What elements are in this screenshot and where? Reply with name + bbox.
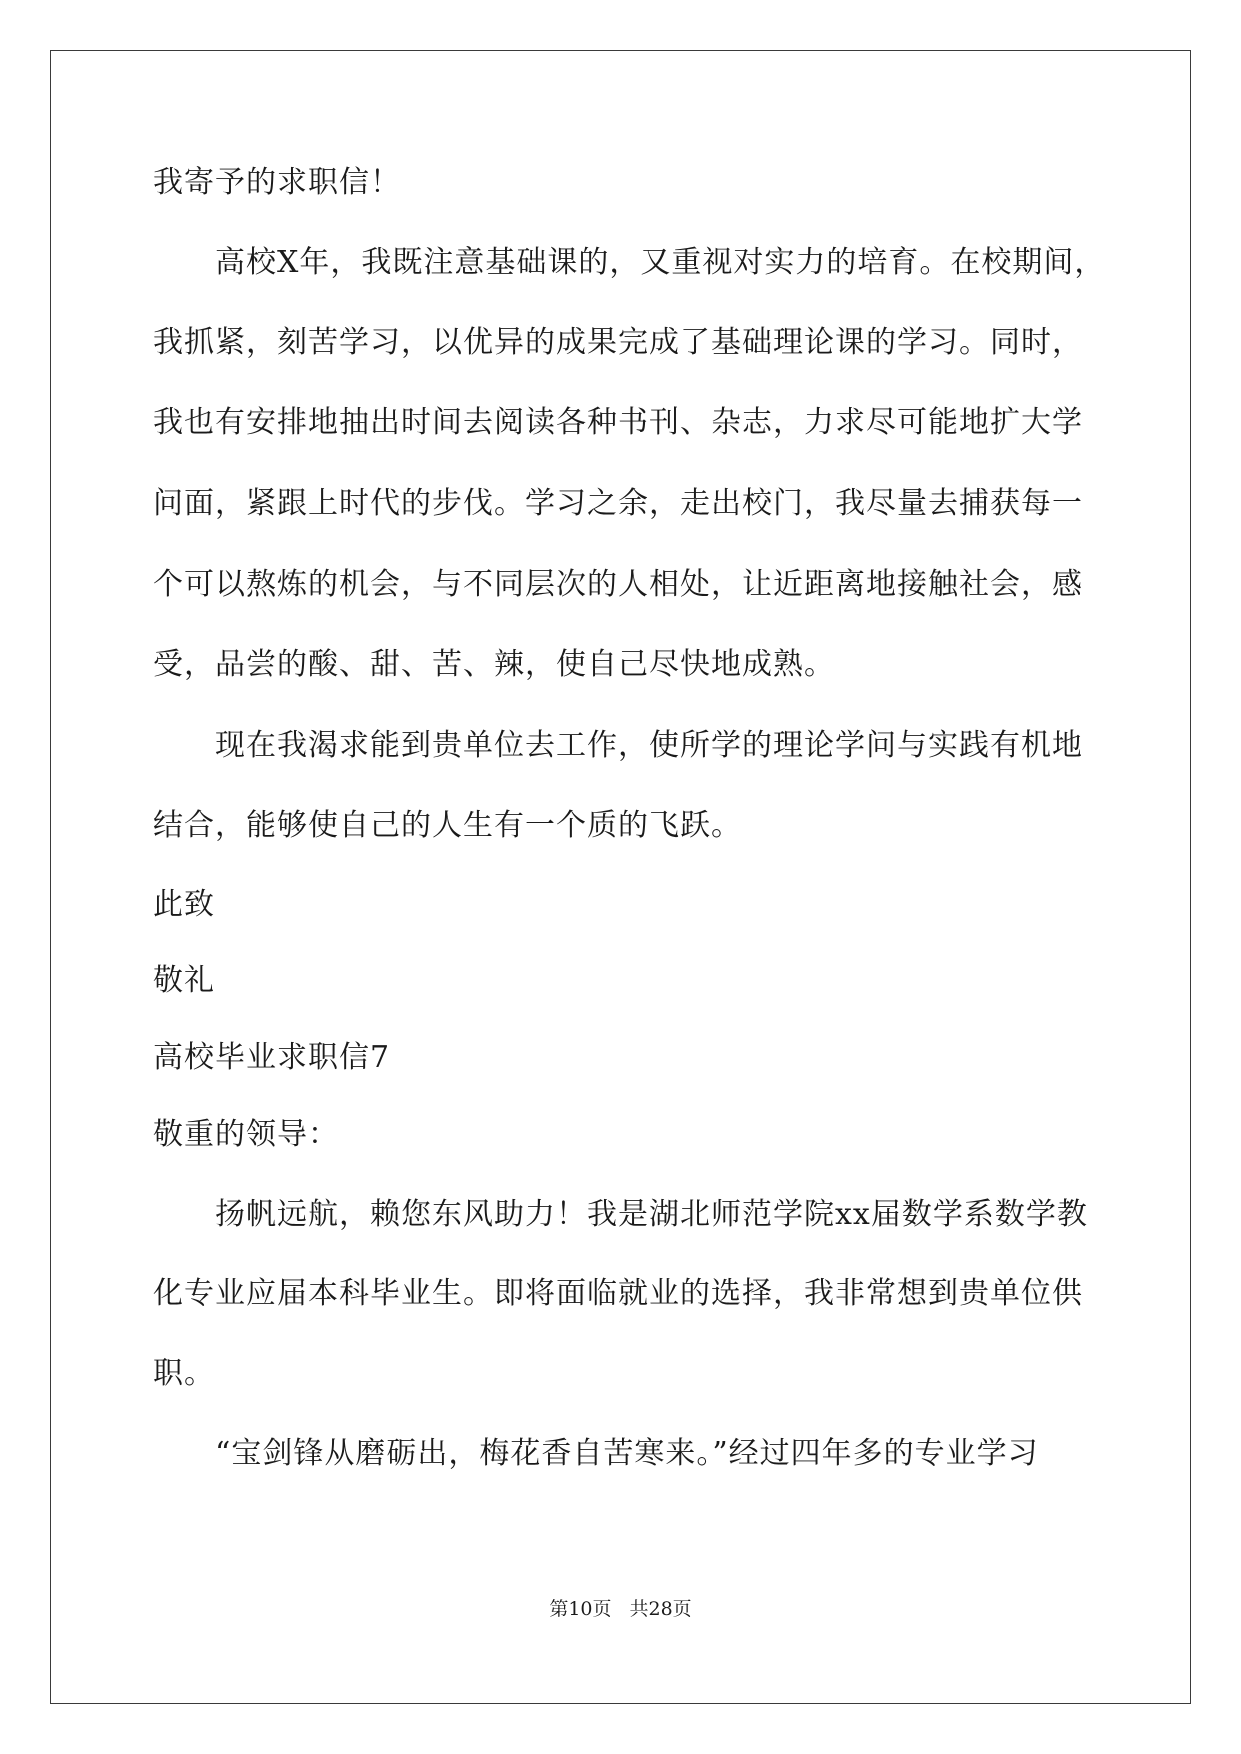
closing-salutation: 此致 (153, 887, 215, 922)
page-footer (0, 1596, 1241, 1622)
page-total: 共28页 (629, 1598, 692, 1620)
letter-title: 高校毕业求职信7 (153, 1040, 391, 1075)
text-line: 我也有安排地抽出时间去阅读各种书刊、杂志，力求尽可能地扩大学 (153, 405, 1083, 440)
text-line: 我寄予的求职信！ (153, 165, 401, 200)
text-line: 化专业应届本科毕业生。即将面临就业的选择，我非常想到贵单位供 (153, 1276, 1083, 1311)
paragraph-line: 现在我渴求能到贵单位去工作，使所学的理论学问与实践有机地 (215, 728, 1083, 763)
greeting: 敬重的领导： (153, 1117, 339, 1152)
paragraph-line: 扬帆远航，赖您东风助力！我是湖北师范学院xx届数学系数学教 (215, 1197, 1088, 1232)
text-line: 个可以熬炼的机会，与不同层次的人相处，让近距离地接触社会，感 (153, 567, 1083, 602)
closing-regards: 敬礼 (153, 963, 215, 998)
text-line: 问面，紧跟上时代的步伐。学习之余，走出校门，我尽量去捕获每一 (153, 486, 1083, 521)
text-line: 职。 (153, 1356, 215, 1391)
paragraph-line: “宝剑锋从磨砺出，梅花香自苦寒来。”经过四年多的专业学习 (215, 1436, 1039, 1471)
text-line: 我抓紧，刻苦学习，以优异的成果完成了基础理论课的学习。同时， (153, 325, 1083, 360)
text-line: 结合，能够使自己的人生有一个质的飞跃。 (153, 808, 742, 843)
page-number: 第10页 (549, 1598, 612, 1620)
paragraph-line: 高校X年，我既注意基础课的，又重视对实力的培育。在校期间， (215, 245, 1106, 280)
text-line: 受，品尝的酸、甜、苦、辣，使自己尽快地成熟。 (153, 647, 835, 682)
